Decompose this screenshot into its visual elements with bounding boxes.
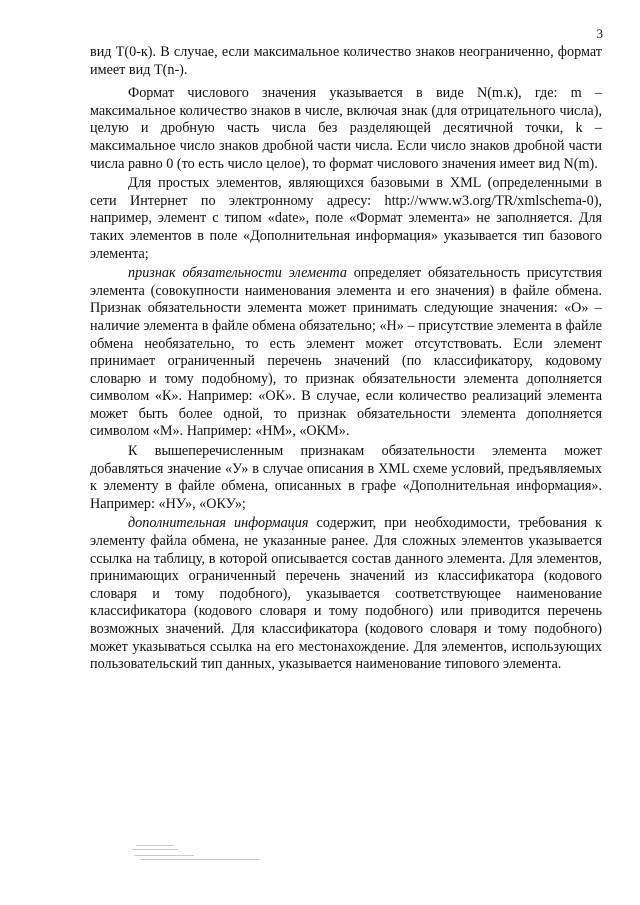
- term-italic: признак обязательности элемента: [128, 265, 347, 282]
- paragraph-text: определяет обязательность присутствия элемента (совокупности наименования элемента и его значения) в файле обмена. Признак обязательности элемента может принимать следующие значения: «О» – наличие элемента в файле обмена обязательно; «Н» – присутствие элемента в файле обмена необязательно, то есть элемент может отсутствовать. Если элемент принимает ограниченный перечень значений (по классификатору, кодовому словарю и тому подобному), то признак обязательности элемента дополняется символом «К». Например: «ОК». В случае, если количество реализаций элемента может быть более одной, то признак обязательности элемента дополняется символом «М». Например: «НМ», «ОКМ».: [90, 265, 602, 440]
- paragraph-text: Формат числового значения указывается в виде N(m.к), где: m – максимальное количество знаков в числе, включая знак (для отрицательного числа), целую и дробную часть числа без разделяющей десятичной точки, k – максимальное число знаков дробной части числа. Если число знаков дробной части числа равно 0 (то есть число целое), то формат числового значения имеет вид N(m).: [90, 85, 602, 172]
- paragraph-text: К вышеперечисленным признакам обязательности элемента может добавляться значение «У» в случае описания в XML схеме условий, предъявляемых к элементу в файле обмена, описанных в графе «Дополнительная информация». Например: «НУ», «ОКУ»;: [90, 443, 602, 512]
- paragraph: [90, 443, 602, 513]
- paragraph: [90, 265, 602, 441]
- paragraph-text: Для простых элементов, являющихся базовыми в XML (определенными в сети Интернет по электронному адресу: http://www.w3.org/TR/xmlschema-0), например, элемент с типом «date», поле «Формат элемента» не заполняется. Для таких элементов в поле «Дополнительная информация» указывается тип базового элемента;: [90, 175, 602, 262]
- paragraph-text: содержит, при необходимости, требования к элементу файла обмена, не указанные ранее. Для сложных элементов указывается ссылка на таблицу, в которой описывается состав данного элемента. Для элементов, принимающих ограниченный перечень значений из классификатора (кодового словаря и тому подобного), указывается соответствующее наименование классификатора (кодового словаря и тому подобного) или приводится перечень возможных значений. Для классификатора (кодового словаря и тому подобного) может указываться ссылка на его местонахождение. Для элементов, использующих пользовательский тип данных, указывается наименование типового элемента.: [90, 515, 602, 673]
- paragraph-text: вид Т(0-к). В случае, если максимальное количество знаков неограниченно, формат имеет вид Т(n-).: [90, 44, 602, 78]
- paragraph: [90, 515, 602, 673]
- paragraph: [90, 85, 602, 173]
- paragraph: [90, 175, 602, 263]
- term-italic: дополнительная информация: [128, 515, 309, 532]
- paragraph: [90, 44, 602, 79]
- document-body: [90, 44, 602, 676]
- page-number: 3: [596, 26, 603, 41]
- faint-stamp-mark: [132, 843, 272, 867]
